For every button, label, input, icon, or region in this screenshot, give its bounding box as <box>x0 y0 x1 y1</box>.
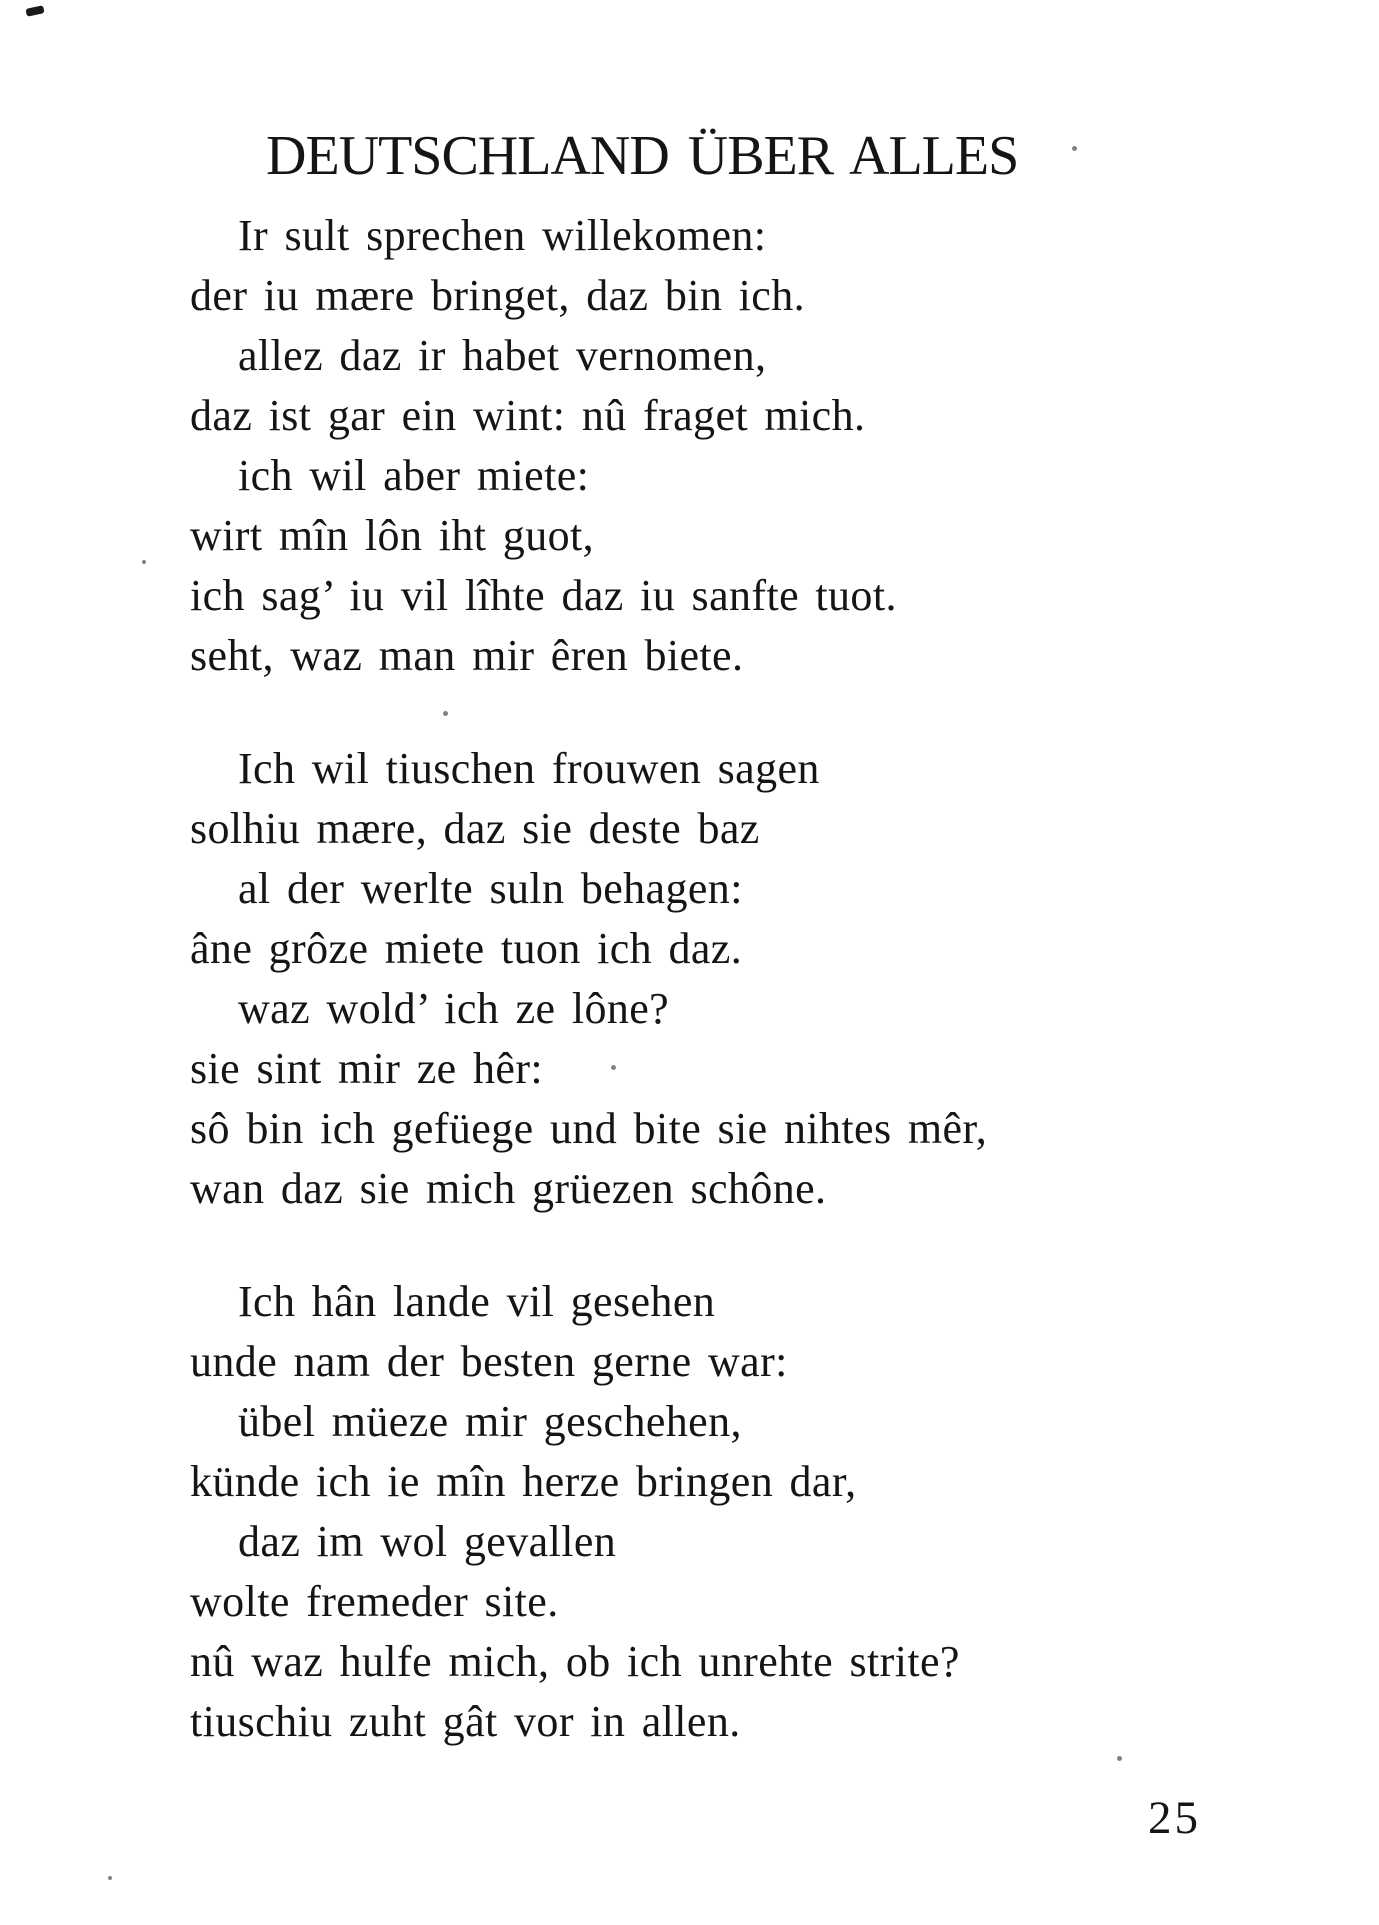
poem-line: tiuschiu zuht gât vor in allen. <box>190 1697 741 1746</box>
stanza-1 <box>190 206 897 686</box>
poem-line: ich sag’ iu vil lîhte daz iu sanfte tuot. <box>190 571 897 620</box>
poem-line: Ich wil tiuschen frouwen sagen <box>238 744 820 793</box>
poem-line: seht, waz man mir êren biete. <box>190 631 744 680</box>
scan-speck <box>1117 1756 1122 1761</box>
poem-line: unde nam der besten gerne war: <box>190 1337 788 1386</box>
poem-line: sô bin ich gefüege und bite sie nihtes mêr, <box>190 1104 988 1153</box>
stanza-3 <box>190 1272 960 1752</box>
poem-line: nû waz hulfe mich, ob ich unrehte strite? <box>190 1637 960 1686</box>
poem-line: wolte fremeder site. <box>190 1577 559 1626</box>
poem-line: ich wil aber miete: <box>238 451 590 500</box>
poem-title: DEUTSCHLAND ÜBER ALLES <box>266 125 1019 187</box>
page-number: 25 <box>1148 1792 1201 1844</box>
poem-line: allez daz ir habet vernomen, <box>238 331 767 380</box>
poem-line: der iu mære bringet, daz bin ich. <box>190 271 806 320</box>
poem-line: âne grôze miete tuon ich daz. <box>190 924 743 973</box>
scan-speck <box>108 1876 112 1880</box>
poem-line: übel müeze mir geschehen, <box>238 1397 742 1446</box>
poem-line: solhiu mære, daz sie deste baz <box>190 804 760 853</box>
poem-line: wirt mîn lôn iht guot, <box>190 511 595 560</box>
poem-line: waz wold’ ich ze lône? <box>238 984 670 1033</box>
scan-speck <box>1072 146 1077 151</box>
poem-line: wan daz sie mich grüezen schône. <box>190 1164 827 1213</box>
poem-line: daz ist gar ein wint: nû fraget mich. <box>190 391 866 440</box>
scan-speck <box>25 5 44 17</box>
scan-speck <box>611 1065 616 1070</box>
scan-speck <box>142 560 146 564</box>
scan-speck <box>443 711 448 716</box>
poem-line: al der werlte suln behagen: <box>238 864 743 913</box>
poem-line: sie sint mir ze hêr: <box>190 1044 544 1093</box>
stanza-2 <box>190 739 987 1219</box>
poem-line: daz im wol gevallen <box>238 1517 617 1566</box>
poem-line: Ich hân lande vil gesehen <box>238 1277 716 1326</box>
poem-line: Ir sult sprechen willekomen: <box>238 211 767 260</box>
poem-line: künde ich ie mîn herze bringen dar, <box>190 1457 857 1506</box>
